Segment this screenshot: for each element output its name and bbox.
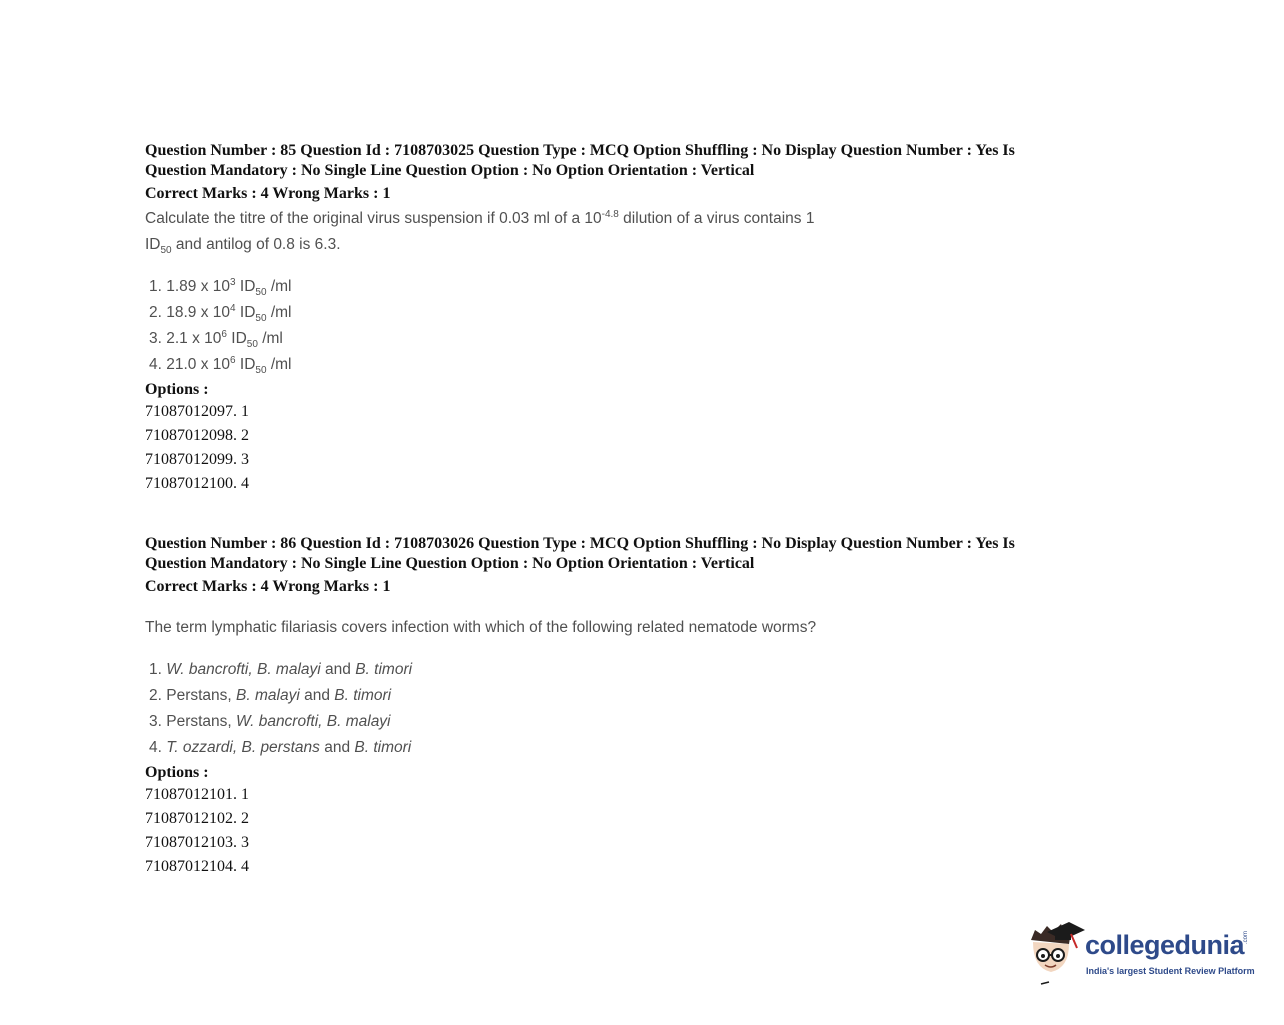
answer-choice: 1. W. bancrofti, B. malayi and B. timori <box>149 661 413 678</box>
graduate-cap-face-icon <box>1025 918 1087 988</box>
option-id: 71087012104. 4 <box>145 858 249 875</box>
option-id: 71087012098. 2 <box>145 427 249 444</box>
question-marks: Correct Marks : 4 Wrong Marks : 1 <box>145 578 391 595</box>
answer-choice: 4. 21.0 x $10^6$ $ID_{50}$ /ml <box>149 354 292 377</box>
option-id: 71087012102. 2 <box>145 810 249 827</box>
question-85 <box>145 141 1145 496</box>
brand-tagline: India's largest Student Review Platform <box>1086 966 1255 976</box>
question-86 <box>145 534 1145 879</box>
option-id: 71087012100. 4 <box>145 475 249 492</box>
answer-choice: 4. T. ozzardi, B. perstans and B. timori <box>149 739 412 756</box>
answer-choice: 3. Perstans, W. bancrofti, B. malayi <box>149 713 391 730</box>
question-stem: Calculate the titre of the original virus suspension if 0.03 ml of a $10^{-4.8}$ dilution of a virus contains 1 $ID_{50}$ and antilog of 0.8 is 6.3. <box>145 208 815 257</box>
answer-choice: 3. 2.1 x $10^6$ $ID_{50}$ /ml <box>149 328 283 351</box>
question-marks: Correct Marks : 4 Wrong Marks : 1 <box>145 185 391 202</box>
question-meta-line1: Question Number : 86 Question Id : 7108703026 Question Type : MCQ Option Shuffling : No Display Question Number : Yes Is <box>145 535 1015 552</box>
question-meta-line2: Question Mandatory : No Single Line Question Option : No Option Orientation : Vertical <box>145 161 755 179</box>
brand-name: collegedunia <box>1085 930 1245 960</box>
brand-suffix: .com <box>1243 930 1249 944</box>
question-stem: The term lymphatic filariasis covers infection with which of the following related nematode worms? <box>145 619 817 636</box>
option-id: 71087012099. 3 <box>145 451 249 468</box>
options-label: Options : <box>145 381 209 398</box>
question-meta-line2: Question Mandatory : No Single Line Question Option : No Option Orientation : Vertical <box>145 554 755 572</box>
answer-choice: 1. 1.89 x $10^3$ $ID_{50}$ /ml <box>149 276 292 299</box>
options-label: Options : <box>145 764 209 781</box>
answer-choice: 2. 18.9 x $10^4$ $ID_{50}$ /ml <box>149 302 292 325</box>
option-id: 71087012103. 3 <box>145 834 249 851</box>
option-id: 71087012101. 1 <box>145 786 249 803</box>
answer-choice: 2. Perstans, B. malayi and B. timori <box>149 687 392 704</box>
question-meta-line1: Question Number : 85 Question Id : 7108703025 Question Type : MCQ Option Shuffling : No Display Question Number : Yes Is <box>145 142 1015 159</box>
answer-choices <box>145 657 1145 761</box>
answer-choices <box>145 274 1145 378</box>
collegedunia-logo[interactable] <box>1025 918 1255 988</box>
option-id: 71087012097. 1 <box>145 403 249 420</box>
